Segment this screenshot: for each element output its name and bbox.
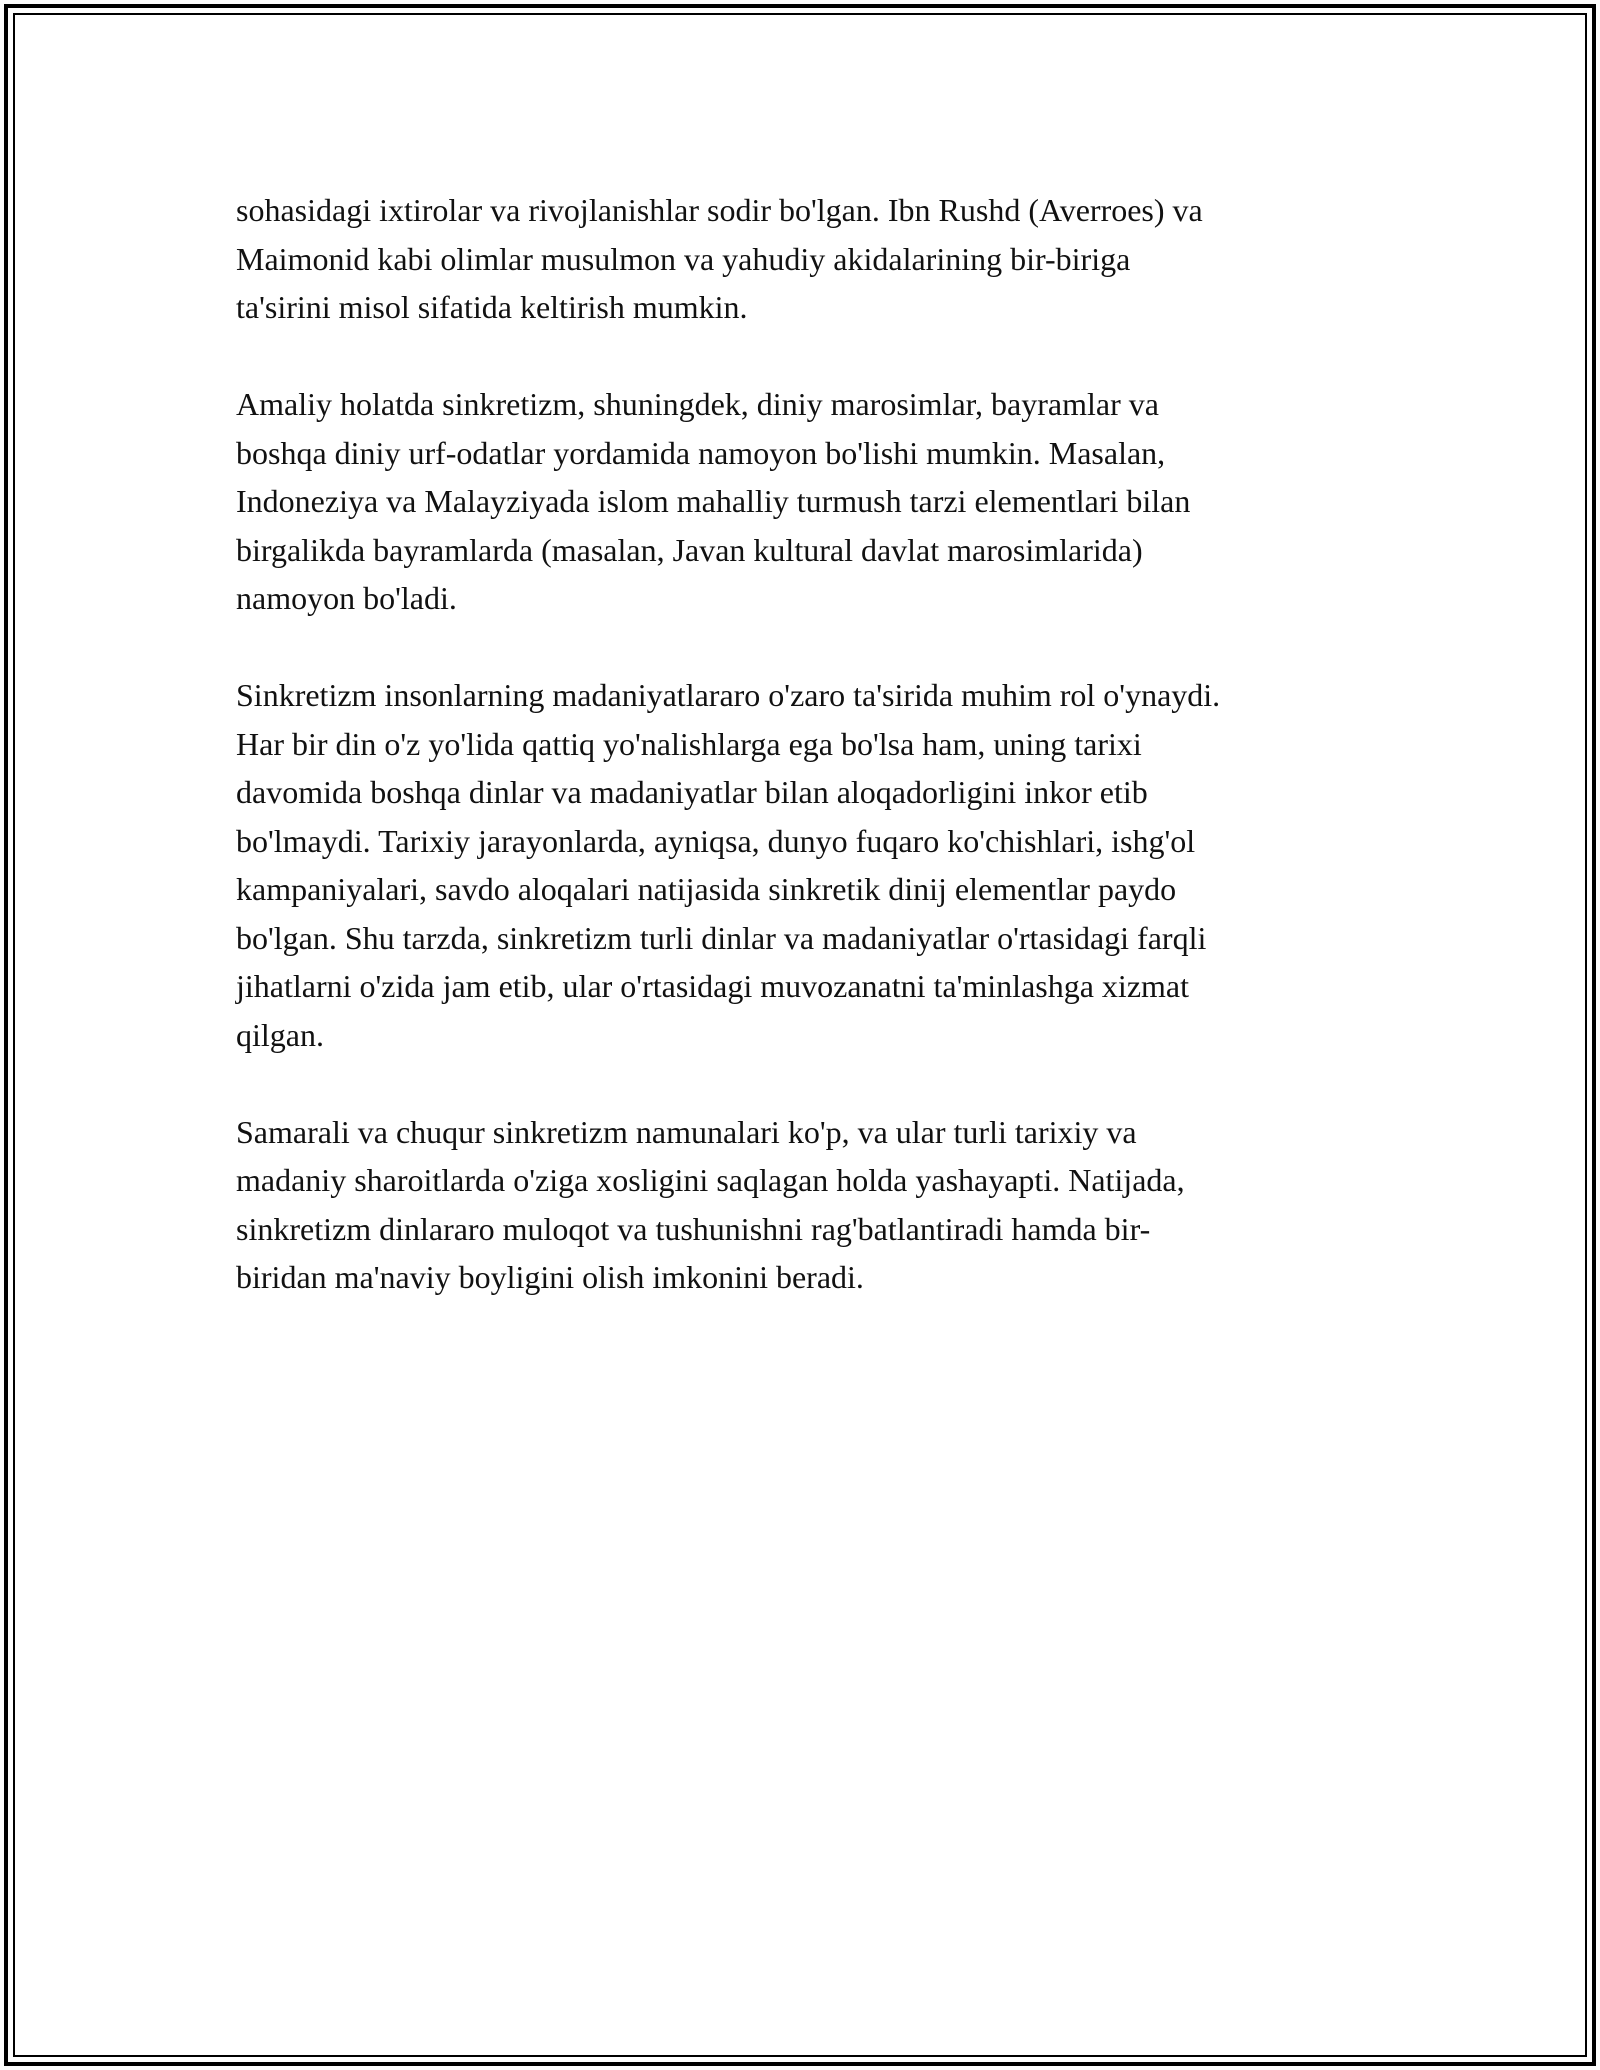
text-line: biridan ma'naviy boyligini olish imkonini beradi. <box>236 1259 864 1295</box>
text-line: Samarali va chuqur sinkretizm namunalari ko'p, va ular turli tarixiy va <box>236 1113 1137 1150</box>
text-line: boshqa diniy urf-odatlar yordamida namoyon bo'lishi mumkin. Masalan, <box>236 434 1166 471</box>
text-line: kampaniyalari, savdo aloqalari natijasida sinkretik dinij elementlar paydo <box>236 871 1177 907</box>
text-line: Har bir din o'z yo'lida qattiq yo'nalishlarga ega bo'lsa ham, uning tarixi <box>236 725 1142 762</box>
text-line: Maimonid kabi olimlar musulmon va yahudiy akidalarining bir-biriga <box>236 240 1131 277</box>
text-line: bo'lmaydi. Tarixiy jarayonlarda, ayniqsa, dunyo fuqaro ko'chishlari, ishg'ol <box>236 822 1196 859</box>
document-body <box>236 186 1376 1350</box>
paragraph-1 <box>236 186 1376 332</box>
text-line: birgalikda bayramlarda (masalan, Javan kultural davlat marosimlarida) <box>236 531 1143 568</box>
text-line: sohasidagi ixtirolar va rivojlanishlar sodir bo'lgan. Ibn Rushd (Averroes) va <box>236 192 1203 228</box>
text-line: davomida boshqa dinlar va madaniyatlar bilan aloqadorligini inkor etib <box>236 774 1148 810</box>
text-line: madaniy sharoitlarda o'ziga xosligini saqlagan holda yashayapti. Natijada, <box>236 1162 1185 1198</box>
paragraph-2 <box>236 380 1376 623</box>
text-line: Sinkretizm insonlarning madaniyatlararo o'zaro ta'sirida muhim rol o'ynaydi. <box>236 677 1221 713</box>
paragraph-3 <box>236 671 1376 1059</box>
text-line: Amaliy holatda sinkretizm, shuningdek, diniy marosimlar, bayramlar va <box>236 386 1159 422</box>
text-line: qilgan. <box>236 1016 324 1053</box>
text-line: bo'lgan. Shu tarzda, sinkretizm turli dinlar va madaniyatlar o'rtasidagi farqli <box>236 919 1207 956</box>
text-line: namoyon bo'ladi. <box>236 580 457 616</box>
text-line: sinkretizm dinlararo muloqot va tushunishni rag'batlantiradi hamda bir- <box>236 1210 1151 1247</box>
text-line: Indoneziya va Malayziyada islom mahalliy turmush tarzi elementlari bilan <box>236 483 1191 519</box>
text-line: jihatlarni o'zida jam etib, ular o'rtasidagi muvozanatni ta'minlashga xizmat <box>236 968 1189 1004</box>
paragraph-4 <box>236 1108 1376 1302</box>
text-line: ta'sirini misol sifatida keltirish mumkin. <box>236 289 748 325</box>
